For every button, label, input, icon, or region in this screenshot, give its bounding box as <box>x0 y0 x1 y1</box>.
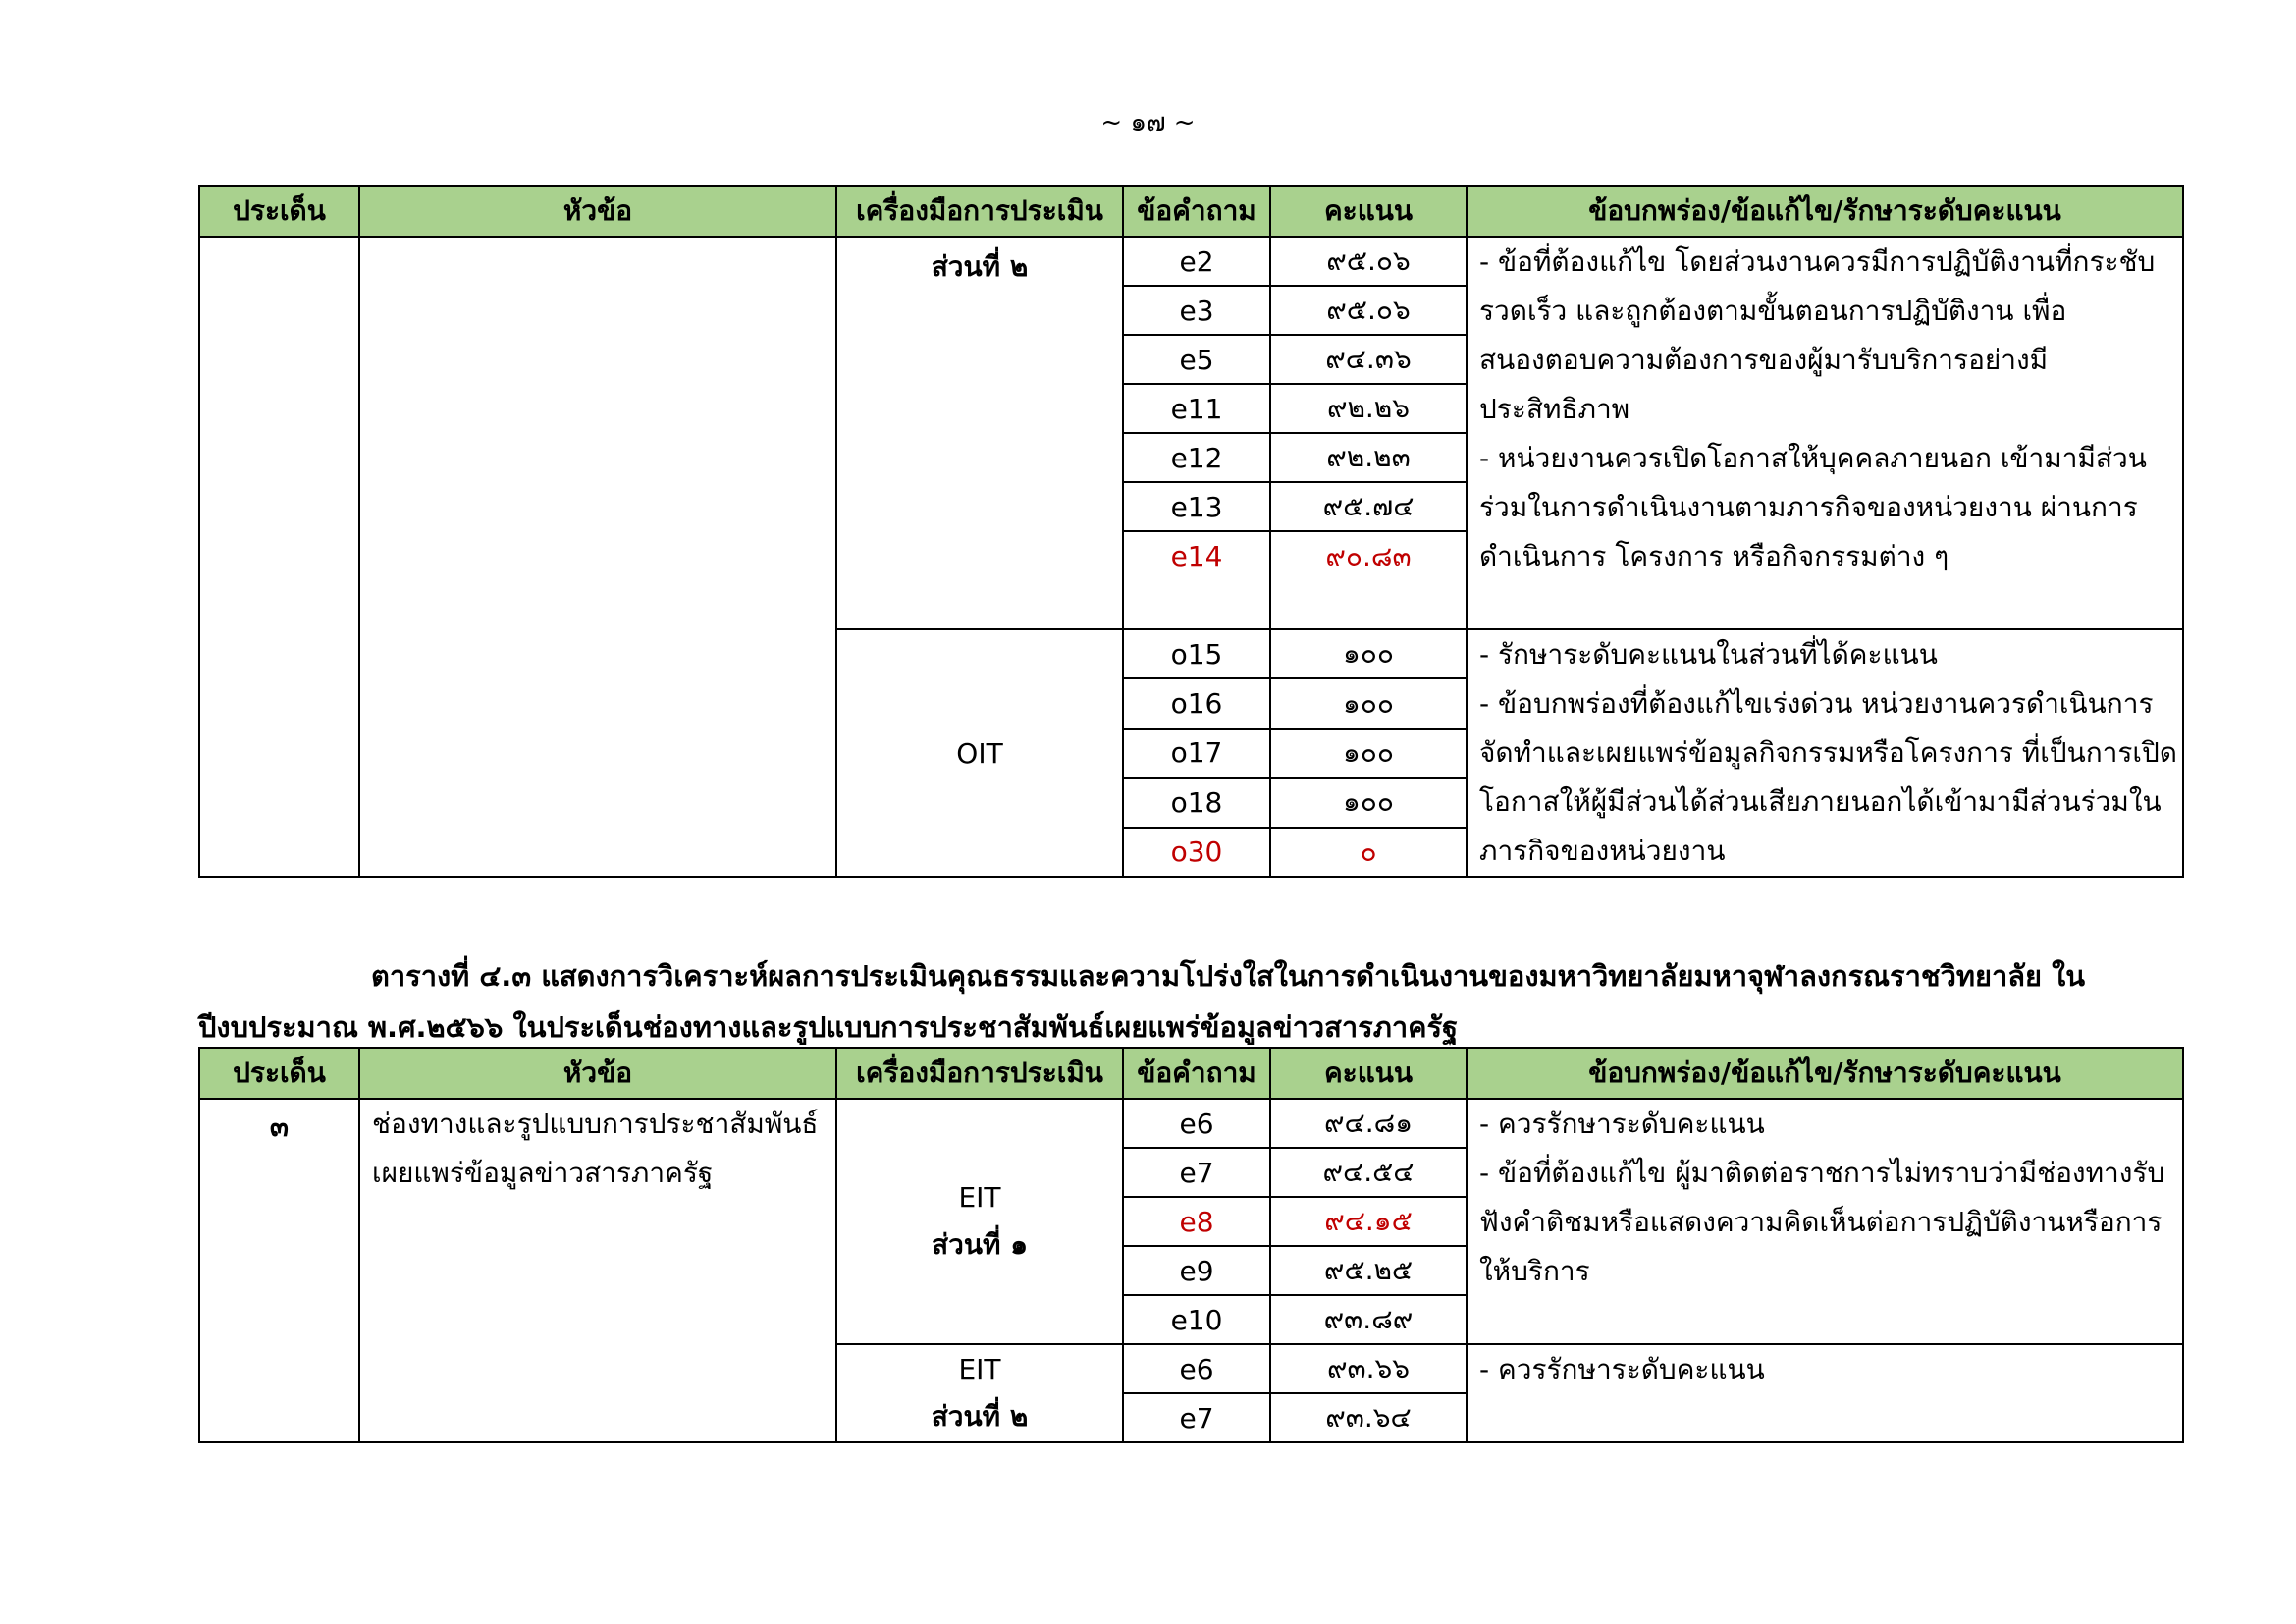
header-question: ข้อคำถาม <box>1123 186 1270 237</box>
header-issue: ประเด็น <box>199 1048 359 1099</box>
note-line: ประสิทธิภาพ <box>1479 393 1630 425</box>
score-cell: ๙๒.๒๖ <box>1270 384 1467 433</box>
question-cell: e2 <box>1123 237 1270 286</box>
question-cell: o15 <box>1123 629 1270 678</box>
score-cell: ๐ <box>1270 828 1467 877</box>
issue-number-cell <box>199 1099 359 1442</box>
header-question: ข้อคำถาม <box>1123 1048 1270 1099</box>
question-cell: e10 <box>1123 1295 1270 1344</box>
question-cell: e11 <box>1123 384 1270 433</box>
score-cell: ๙๓.๖๖ <box>1270 1344 1467 1393</box>
notes-cell-part2 <box>1467 237 2183 629</box>
note-line: - ควรรักษาระดับคะแนน <box>1479 1353 1765 1385</box>
note-line: ฟังคำติชมหรือแสดงความคิดเห็นต่อการปฏิบัติงานหรือการ <box>1479 1206 2163 1238</box>
header-issue: ประเด็น <box>199 186 359 237</box>
header-score: คะแนน <box>1270 1048 1467 1099</box>
score-cell: ๙๕.๐๖ <box>1270 286 1467 335</box>
header-notes: ข้อบกพร่อง/ข้อแก้ไข/รักษาระดับคะแนน <box>1467 1048 2183 1099</box>
score-cell: ๙๔.๕๔ <box>1270 1148 1467 1197</box>
note-line: - รักษาระดับคะแนนในส่วนที่ได้คะแนน <box>1479 638 1938 671</box>
question-cell: o16 <box>1123 678 1270 728</box>
header-tool: เครื่องมือการประเมิน <box>836 1048 1123 1099</box>
note-line: ร่วมในการดำเนินงานตามภารกิจของหน่วยงาน ผ่านการ <box>1479 491 2138 523</box>
part2-label: ส่วนที่ ๒ <box>931 250 1029 283</box>
notes-cell-eit2 <box>1467 1344 2183 1442</box>
eit2-part: ส่วนที่ ๒ <box>931 1400 1029 1433</box>
score-cell: ๙๔.๘๑ <box>1270 1099 1467 1148</box>
note-line: - ข้อที่ต้องแก้ไข ผู้มาติดต่อราชการไม่ทราบว่ามีช่องทางรับ <box>1479 1157 2165 1189</box>
blank-cell <box>1123 580 1270 629</box>
notes-cell-eit1 <box>1467 1099 2183 1344</box>
question-cell: e12 <box>1123 433 1270 482</box>
note-line: - ข้อบกพร่องที่ต้องแก้ไขเร่งด่วน หน่วยงานควรดำเนินการ <box>1479 687 2154 720</box>
score-cell: ๙๕.๗๔ <box>1270 482 1467 531</box>
question-cell: e3 <box>1123 286 1270 335</box>
question-cell: e6 <box>1123 1099 1270 1148</box>
question-cell: o18 <box>1123 778 1270 827</box>
question-cell: e6 <box>1123 1344 1270 1393</box>
note-line: จัดทำและเผยแพร่ข้อมูลกิจกรรมหรือโครงการ ที่เป็นการเปิด <box>1479 736 2177 769</box>
question-cell: o17 <box>1123 729 1270 778</box>
table-header-row <box>199 1048 2183 1099</box>
score-cell: ๑๐๐ <box>1270 678 1467 728</box>
score-cell: ๙๕.๒๕ <box>1270 1246 1467 1295</box>
blank-cell <box>1270 580 1467 629</box>
score-cell: ๙๓.๖๔ <box>1270 1393 1467 1442</box>
score-cell: ๑๐๐ <box>1270 729 1467 778</box>
assessment-table-part2-oit <box>198 185 2184 878</box>
notes-cell-oit <box>1467 629 2183 877</box>
note-line: รวดเร็ว และถูกต้องตามขั้นตอนการปฏิบัติงาน เพื่อ <box>1479 295 2067 327</box>
oit-label: OIT <box>956 736 1003 770</box>
table-caption <box>198 950 2182 1053</box>
topic-cell <box>359 1099 836 1442</box>
header-score: คะแนน <box>1270 186 1467 237</box>
note-line: ดำเนินการ โครงการ หรือกิจกรรมต่าง ๆ <box>1479 540 1949 572</box>
tool-cell-eit1 <box>836 1099 1123 1344</box>
header-topic: หัวข้อ <box>359 1048 836 1099</box>
score-cell: ๙๒.๒๓ <box>1270 433 1467 482</box>
note-line: - ควรรักษาระดับคะแนน <box>1479 1108 1765 1140</box>
question-cell: e14 <box>1123 531 1270 580</box>
question-cell: e5 <box>1123 335 1270 384</box>
topic-line: เผยแพร่ข้อมูลข่าวสารภาครัฐ <box>372 1157 714 1189</box>
score-cell: ๙๕.๐๖ <box>1270 237 1467 286</box>
tool-cell-part2 <box>836 237 1123 629</box>
header-tool: เครื่องมือการประเมิน <box>836 186 1123 237</box>
question-cell: e9 <box>1123 1246 1270 1295</box>
tool-cell-oit <box>836 629 1123 877</box>
header-topic: หัวข้อ <box>359 186 836 237</box>
score-cell: ๑๐๐ <box>1270 629 1467 678</box>
note-line: - ข้อที่ต้องแก้ไข โดยส่วนงานควรมีการปฏิบัติงานที่กระชับ <box>1479 245 2156 278</box>
note-line: ให้บริการ <box>1479 1255 1590 1287</box>
eit1-label: EIT <box>958 1181 1001 1214</box>
issue-number: ๓ <box>269 1110 290 1143</box>
note-line: สนองตอบความต้องการของผู้มารับบริการอย่างมี <box>1479 344 2049 376</box>
note-line: - หน่วยงานควรเปิดโอกาสให้บุคคลภายนอก เข้ามามีส่วน <box>1479 442 2147 474</box>
eit1-part: ส่วนที่ ๑ <box>932 1228 1028 1261</box>
table-header-row <box>199 186 2183 237</box>
assessment-table-channels <box>198 1047 2184 1443</box>
score-cell: ๙๐.๘๓ <box>1270 531 1467 580</box>
score-cell: ๙๓.๘๙ <box>1270 1295 1467 1344</box>
question-cell: e7 <box>1123 1393 1270 1442</box>
score-cell: ๙๔.๑๕ <box>1270 1197 1467 1246</box>
score-cell: ๙๔.๓๖ <box>1270 335 1467 384</box>
header-notes: ข้อบกพร่อง/ข้อแก้ไข/รักษาระดับคะแนน <box>1467 186 2183 237</box>
question-cell: e8 <box>1123 1197 1270 1246</box>
topic-line: ช่องทางและรูปแบบการประชาสัมพันธ์ <box>372 1108 819 1140</box>
score-cell: ๑๐๐ <box>1270 778 1467 827</box>
topic-cell <box>359 237 836 877</box>
note-line: โอกาสให้ผู้มีส่วนได้ส่วนเสียภายนอกได้เข้ามามีส่วนร่วมใน <box>1479 785 2162 818</box>
note-line: ภารกิจของหน่วยงาน <box>1479 835 1726 867</box>
issue-cell <box>199 237 359 877</box>
question-cell: e7 <box>1123 1148 1270 1197</box>
question-cell: e13 <box>1123 482 1270 531</box>
eit2-label: EIT <box>958 1353 1001 1385</box>
table-row <box>199 237 2183 286</box>
question-cell: o30 <box>1123 828 1270 877</box>
page-number: ~ ๑๗ ~ <box>1100 108 1196 137</box>
table-row <box>199 1099 2183 1148</box>
caption-line-1: ตารางที่ ๔.๓ แสดงการวิเคราะห์ผลการประเมินคุณธรรมและความโปร่งใสในการดำเนินงานของมหาวิทยาลัยมหาจุฬาลงกรณราชวิทยาลัย ใน <box>371 959 2086 993</box>
tool-cell-eit2 <box>836 1344 1123 1442</box>
caption-line-2: ปีงบประมาณ พ.ศ.๒๕๖๖ ในประเด็นช่องทางและรูปแบบการประชาสัมพันธ์เผยแพร่ข้อมูลข่าวสารภาครัฐ <box>198 1010 1459 1044</box>
